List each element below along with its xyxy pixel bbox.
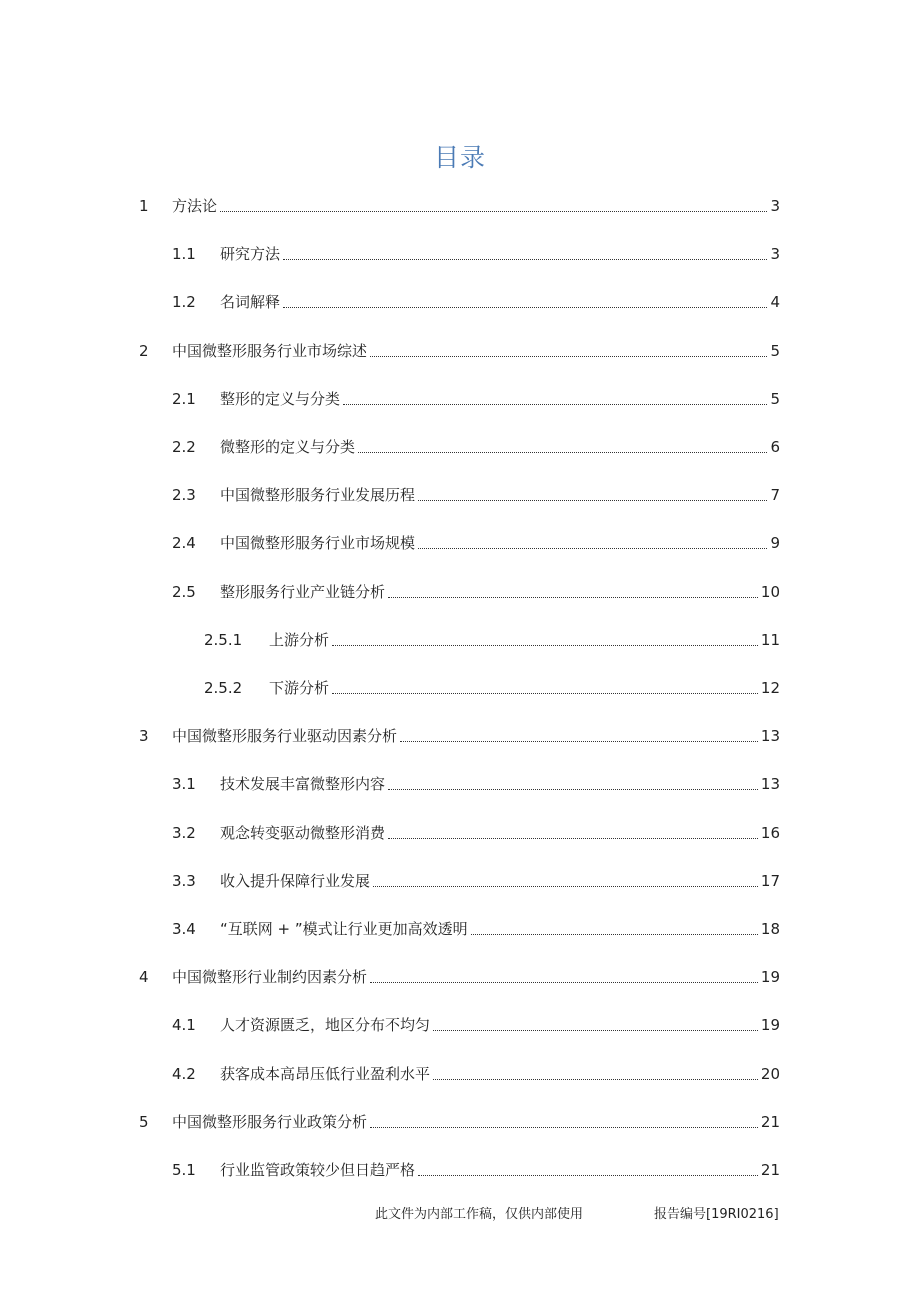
toc-entry[interactable] [172,527,780,553]
toc-entry-title: 中国微整形行业制约因素分析 [172,968,368,987]
toc-entry-number: 2.5.2 [204,679,243,697]
toc-entry-title: 中国微整形服务行业政策分析 [172,1112,368,1131]
toc-entry-number: 3.4 [172,920,196,938]
toc-entry-number: 2.5.1 [204,630,243,649]
footer-report-id: 报告编号[19RI0216] [654,1207,779,1222]
toc-entry-title: 方法论 [172,197,218,215]
toc-entry-page-number: 7 [770,486,780,505]
toc-entry[interactable] [172,768,780,794]
toc-entry-page-number: 13 [760,727,780,746]
toc-entry-title: 名词解释 [220,293,281,312]
toc-entry-title: 收入提升保障行业发展 [220,871,371,890]
toc-entry-number: 4.1 [172,1016,196,1035]
toc-entry-title: 上游分析 [269,630,330,649]
toc-entry[interactable] [172,1009,780,1035]
toc-entry[interactable] [204,672,780,698]
toc-dot-leader [471,934,758,935]
toc-dot-leader [418,500,767,501]
toc-entry[interactable] [172,913,780,939]
toc-dot-leader [400,741,758,742]
toc-entry-title: 行业监管政策较少但日趋严格 [220,1161,416,1179]
toc-dot-leader [418,548,767,549]
toc-dot-leader [433,1030,758,1031]
toc-entry-title: 获客成本高昂压低行业盈利水平 [220,1064,431,1083]
toc-entry-title: “互联网 + ”模式让行业更加高效透明 [220,920,468,938]
toc-dot-leader [332,693,758,694]
toc-entry-number: 3 [139,727,149,746]
toc-dot-leader [332,645,758,646]
toc-entry-page-number: 3 [770,245,780,264]
toc-entry-title: 技术发展丰富微整形内容 [220,775,386,794]
toc-entry-page-number: 17 [760,871,780,890]
toc-dot-leader [283,307,767,308]
toc-entry-page-number: 4 [770,293,780,312]
toc-entry[interactable] [172,238,780,264]
toc-entry-page-number: 19 [760,1016,780,1035]
toc-entry-title: 中国微整形服务行业发展历程 [220,486,416,505]
toc-entry[interactable] [172,479,780,505]
toc-entry-number: 1.1 [172,245,196,264]
toc-entry[interactable] [172,286,780,312]
toc-entry-number: 1 [139,197,149,215]
toc-entry-page-number: 21 [760,1161,780,1179]
toc-dot-leader [373,886,758,887]
toc-entry-page-number: 11 [760,630,780,649]
toc-entry-title: 中国微整形服务行业市场规模 [220,534,416,553]
toc-entry-number: 2.1 [172,389,196,408]
toc-entry[interactable] [204,624,780,650]
toc-entry-page-number: 5 [770,341,780,360]
toc-entry-number: 5.1 [172,1161,196,1179]
toc-entry-page-number: 21 [760,1112,780,1131]
toc-entry[interactable] [139,190,780,216]
toc-entry[interactable] [139,720,780,746]
toc-entry-page-number: 12 [760,679,780,697]
toc-entry-number: 2.5 [172,582,196,601]
toc-dot-leader [283,259,767,260]
toc-dot-leader [433,1079,758,1080]
toc-entry-number: 2 [139,341,149,360]
toc-dot-leader [370,1127,758,1128]
toc-entry-page-number: 3 [770,197,780,215]
toc-entry[interactable] [172,431,780,457]
toc-entry-page-number: 5 [770,389,780,408]
toc-entry[interactable] [139,1106,780,1132]
toc-entry[interactable] [172,1058,780,1084]
toc-entry[interactable] [139,961,780,987]
toc-dot-leader [358,452,767,453]
toc-dot-leader [220,211,767,212]
toc-entry-number: 4.2 [172,1064,196,1083]
toc-dot-leader [370,356,767,357]
toc-entry-title: 微整形的定义与分类 [220,438,356,456]
toc-entry-page-number: 10 [760,582,780,601]
toc-entry[interactable] [139,335,780,361]
toc-entry-title: 中国微整形服务行业驱动因素分析 [172,727,398,746]
toc-entry-number: 2.3 [172,486,196,505]
toc-entry-page-number: 16 [760,823,780,842]
toc-entry-page-number: 9 [770,534,780,553]
toc-entry[interactable] [172,865,780,891]
toc-entry-number: 3.3 [172,871,196,890]
toc-entry-title: 研究方法 [220,245,281,264]
toc-entry[interactable] [172,383,780,409]
toc-entry[interactable] [172,1154,780,1180]
toc-entry-number: 2.4 [172,534,196,553]
toc-dot-leader [343,404,767,405]
toc-entry-number: 4 [139,968,149,987]
toc-entry-title: 中国微整形服务行业市场综述 [172,341,368,360]
toc-entry[interactable] [172,576,780,602]
toc-entry-title: 整形的定义与分类 [220,389,341,408]
toc-entry-page-number: 20 [760,1064,780,1083]
toc-entry-title: 观念转变驱动微整形消费 [220,823,386,842]
toc-entry-number: 3.2 [172,823,196,842]
toc-entry[interactable] [172,817,780,843]
toc-entry-title: 整形服务行业产业链分析 [220,582,386,601]
footer-internal-note: 此文件为内部工作稿，仅供内部使用 [375,1207,584,1222]
toc-entry-page-number: 19 [760,968,780,987]
toc-entry-number: 3.1 [172,775,196,794]
toc-entry-page-number: 6 [770,438,780,456]
page-title: 目录 [433,143,486,172]
toc-entry-page-number: 13 [760,775,780,794]
toc-entry-title: 人才资源匮乏，地区分布不均匀 [220,1016,431,1035]
toc-dot-leader [388,838,758,839]
toc-entry-page-number: 18 [760,920,780,938]
toc-dot-leader [388,789,758,790]
toc-entry-number: 1.2 [172,293,196,312]
toc-dot-leader [418,1175,758,1176]
toc-entry-title: 下游分析 [269,679,330,697]
toc-dot-leader [388,597,758,598]
toc-entry-number: 5 [139,1112,149,1131]
toc-entry-number: 2.2 [172,438,196,456]
toc-dot-leader [370,982,758,983]
